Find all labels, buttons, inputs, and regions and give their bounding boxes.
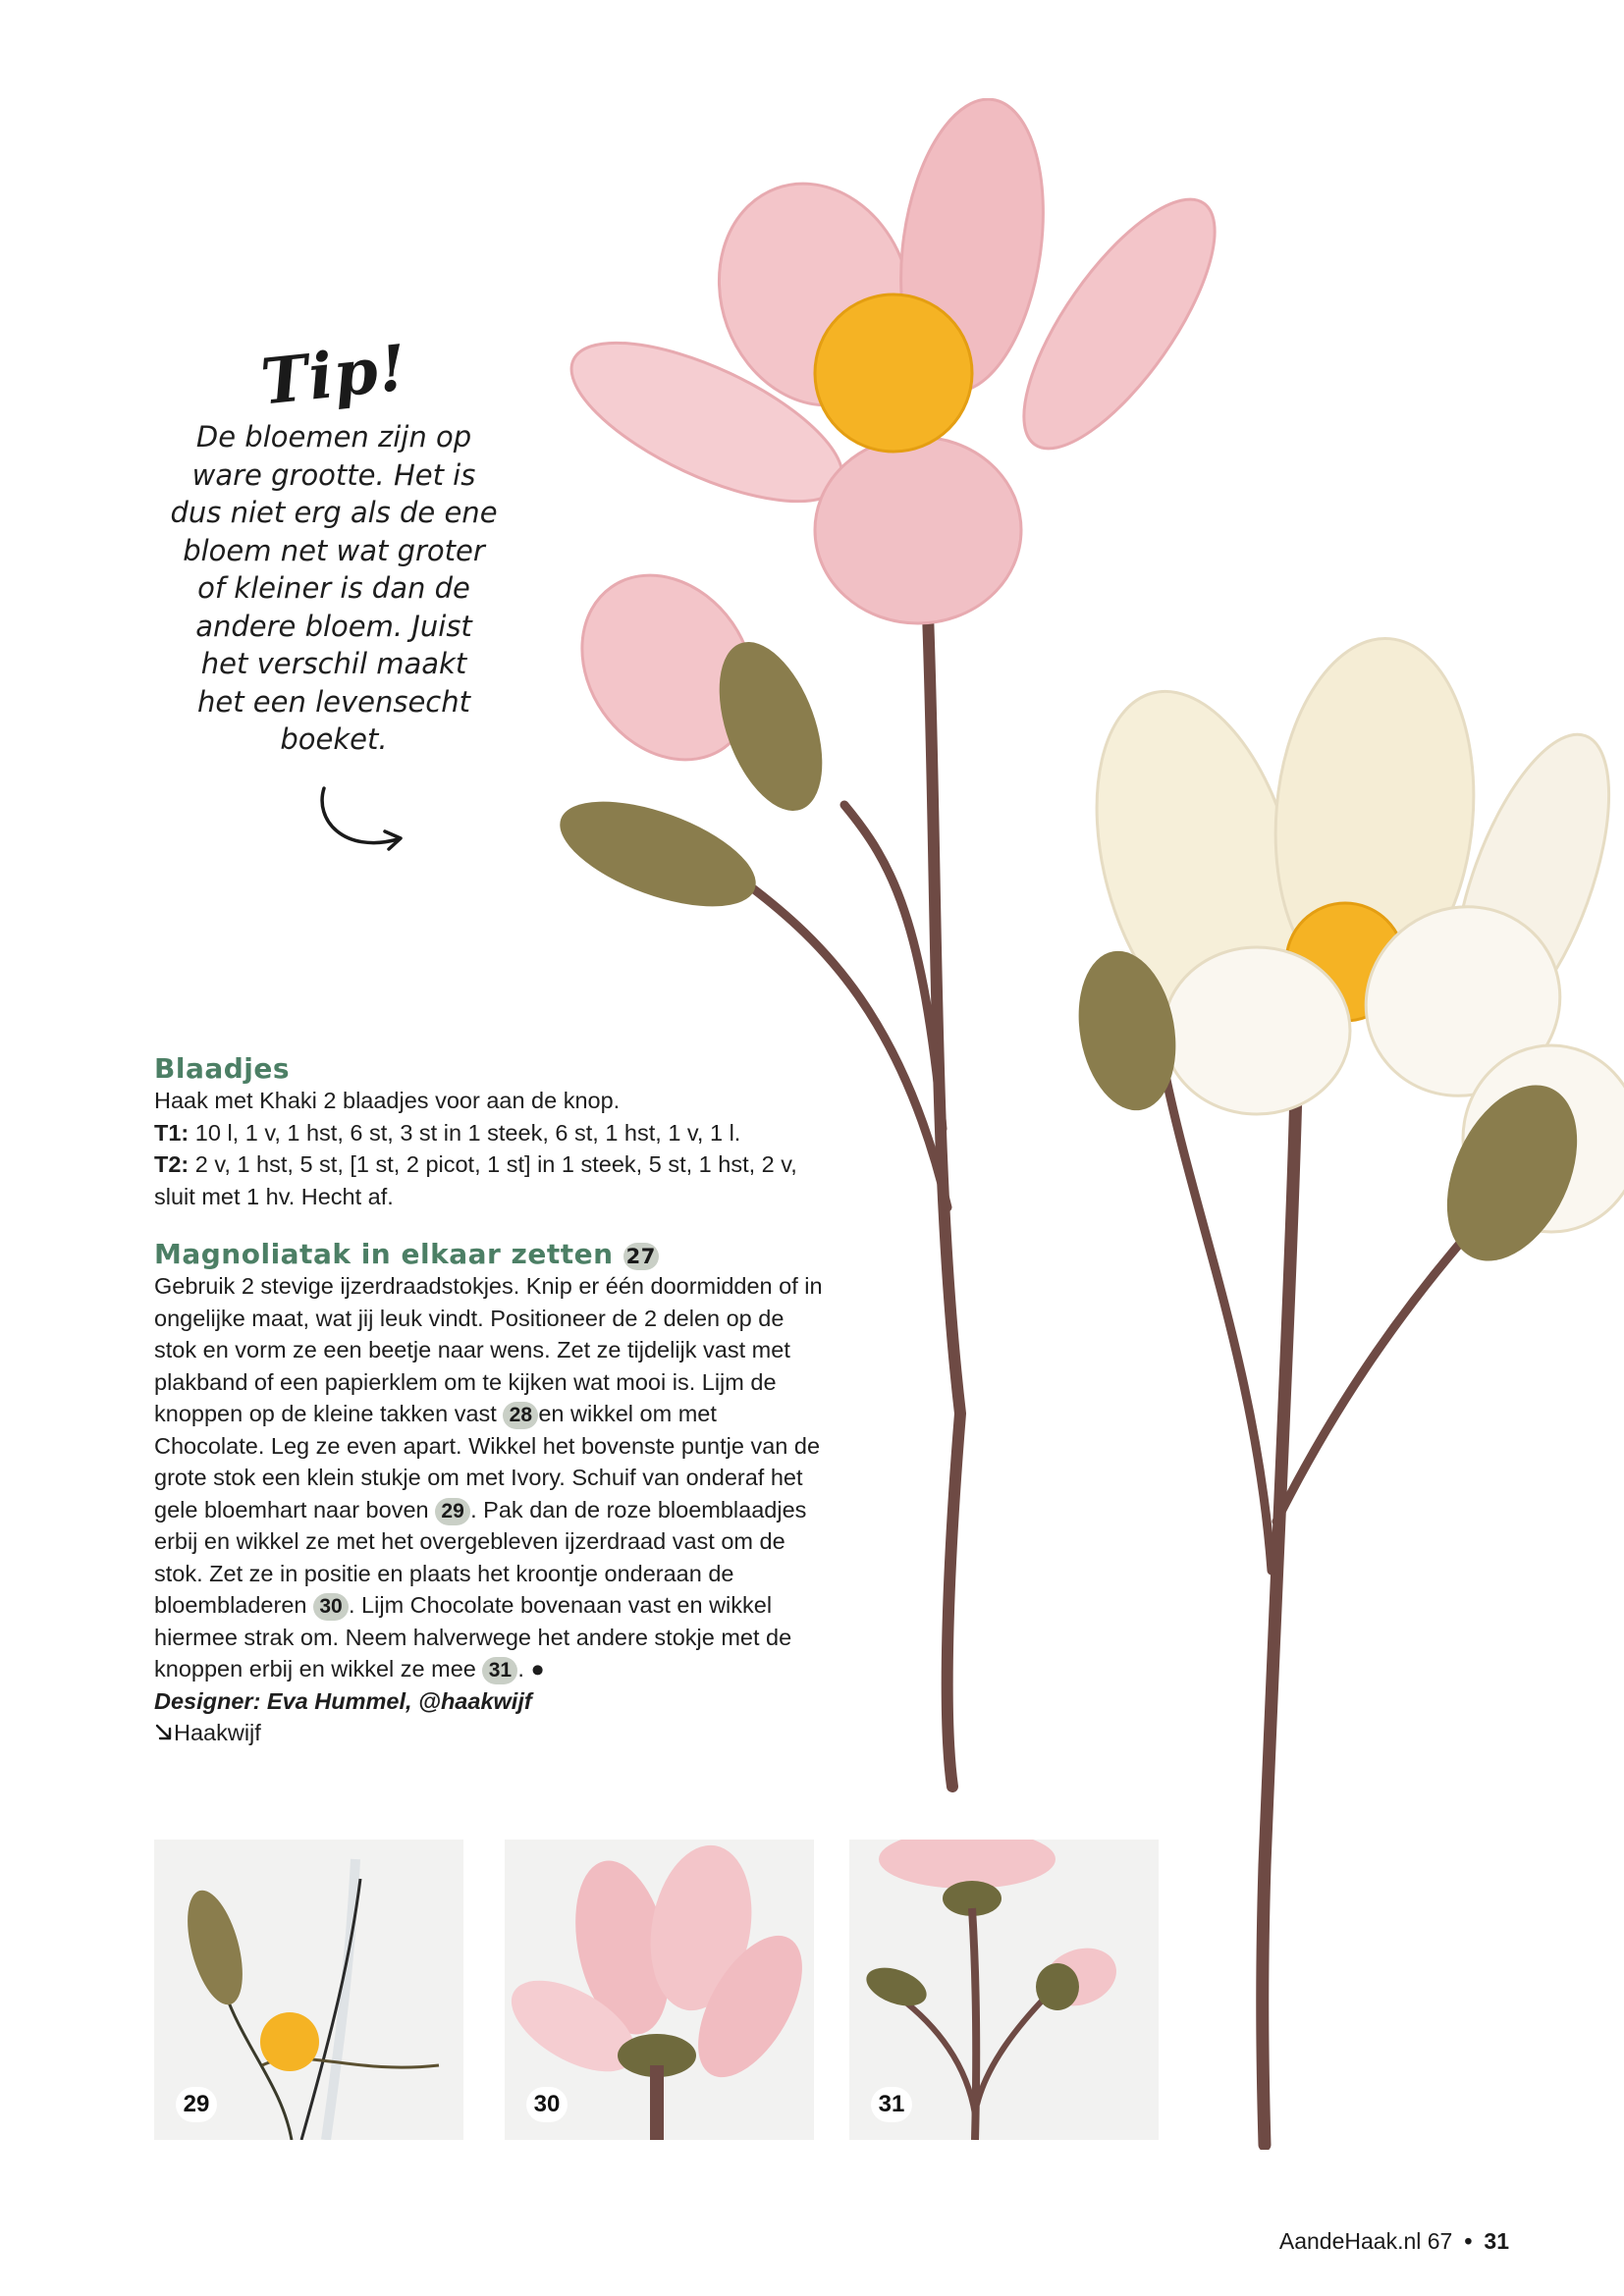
footer-site: AandeHaak.nl 67 <box>1278 2228 1453 2254</box>
assembly-part-3: . Pak dan de roze bloemblaadjes erbij en wikkel ze met het overgebleven ijzerdraad vast om de stok. Zet ze in positie en plaats het kroontje onderaan de bloembladeren <box>154 1496 807 1618</box>
designer-credit: Designer: Eva Hummel, @haakwijf <box>154 1687 532 1714</box>
bladjes-line1: Haak met Khaki 2 blaadjes voor aan de knop. <box>154 1088 621 1113</box>
tip-title: Tip! <box>257 331 410 420</box>
t2-text: 2 v, 1 hst, 5 st, [1 st, 2 picot, 1 st] in 1 steek, 5 st, 1 hst, 2 v, sluit met 1 hv. Hecht af. <box>154 1151 797 1209</box>
photo-number-29: 29 <box>176 2087 217 2122</box>
tip-body: De bloemen zijn op ware grootte. Het is dus niet erg als de ene bloem net wat groter of kleiner is dan de andere bloem. Juist het verschil maakt het een levensecht boeket. <box>170 420 498 756</box>
step-photo-29 <box>154 1840 463 2140</box>
assembly-part-5: . ● <box>517 1656 545 1682</box>
assembly-part-4: . Lijm Chocolate bovenaan vast en wikkel hiermee strak om. Neem halverwege het andere stokje met de knoppen erbij en wikkel ze mee <box>154 1592 792 1682</box>
social-handle[interactable] <box>154 1717 832 1749</box>
t1-text: 10 l, 1 v, 1 hst, 6 st, 3 st in 1 steek, 6 st, 1 hst, 1 v, 1 l. <box>189 1119 741 1146</box>
assembly-text <box>154 1270 832 1685</box>
page-footer <box>1279 2228 1509 2255</box>
step-badge-28: 28 <box>503 1402 538 1429</box>
photo-number-30: 30 <box>526 2087 568 2122</box>
social-handle-text: Haakwijf <box>174 1720 261 1745</box>
instructions-column <box>154 1052 832 1749</box>
pink-magnolia <box>551 98 1248 623</box>
photo-number-31: 31 <box>871 2087 912 2122</box>
step-badge-29: 29 <box>435 1498 470 1525</box>
step-badge-31: 31 <box>482 1657 517 1684</box>
assembly-heading-text: Magnoliatak in elkaar zetten <box>154 1238 614 1270</box>
bladjes-heading: Blaadjes <box>154 1052 291 1085</box>
t1-label: T1: <box>154 1119 189 1146</box>
assembly-heading <box>154 1238 832 1270</box>
step-badge-30: 30 <box>313 1593 349 1621</box>
curved-arrow-icon <box>314 780 412 859</box>
assembly-part-1: Gebruik 2 stevige ijzerdraadstokjes. Knip er één doormidden of in ongelijke maat, wat jij leuk vindt. Positioneer de 2 delen op de stok en vorm ze een beetje naar wens. Zet ze tijdelijk vast met plakband of een papierklem om te kijken wat mooi is. Lijm de knoppen op de kleine takken vast <box>154 1273 823 1426</box>
step-photo-30 <box>505 1840 814 2140</box>
step-badge-27: 27 <box>623 1243 659 1270</box>
bladjes-text <box>154 1085 832 1212</box>
tip-box <box>157 331 511 759</box>
assembly-part-2: en wikkel om met Chocolate. Leg ze even apart. Wikkel het bovenste puntje van de grote stok een klein stukje om met Ivory. Schuif van onderaf het gele bloemhart naar boven <box>154 1401 821 1522</box>
t2-label: T2: <box>154 1151 189 1177</box>
footer-bullet: • <box>1464 2228 1473 2254</box>
instagram-arrow-icon <box>154 1723 174 1742</box>
step-photo-31 <box>849 1840 1159 2140</box>
page-number: 31 <box>1484 2228 1509 2254</box>
